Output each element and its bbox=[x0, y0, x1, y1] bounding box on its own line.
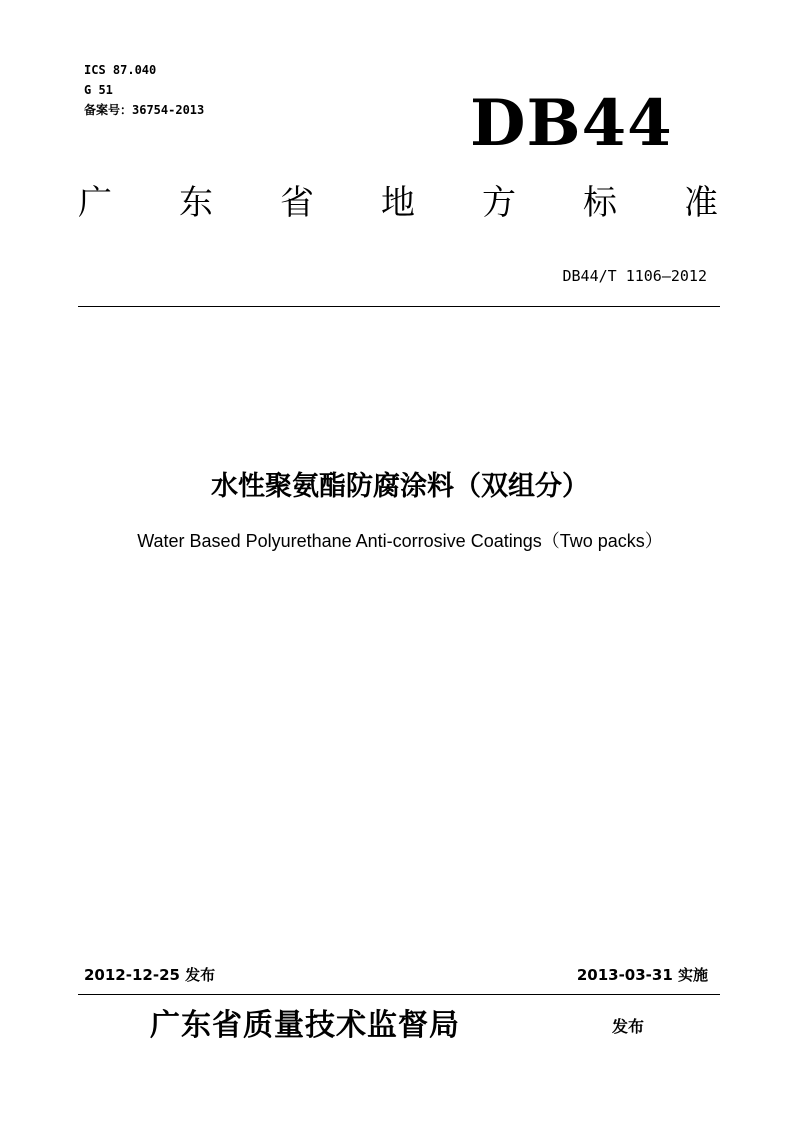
standard-type-char: 省 bbox=[280, 183, 314, 223]
classification-code: G 51 bbox=[84, 83, 113, 97]
bottom-divider bbox=[78, 994, 720, 995]
standard-type-title bbox=[78, 178, 718, 234]
standard-type-char: 东 bbox=[179, 183, 213, 223]
standard-code: DB44/T 1106—2012 bbox=[562, 267, 707, 285]
standard-type-char: 地 bbox=[381, 183, 415, 223]
standard-type-char: 标 bbox=[583, 183, 617, 223]
issue-action-label: 发布 bbox=[612, 1017, 645, 1036]
standard-type-char: 方 bbox=[482, 183, 516, 223]
document-title-english: Water Based Polyurethane Anti-corrosive Coatings（Two packs） bbox=[137, 531, 663, 551]
implementation-date: 2013-03-31 实施 bbox=[576, 966, 708, 984]
ics-code: ICS 87.040 bbox=[84, 63, 157, 77]
issuing-authority: 广东省质量技术监督局 bbox=[150, 1008, 460, 1043]
standard-mark: DB44 bbox=[470, 86, 673, 161]
publish-date: 2012-12-25 发布 bbox=[84, 966, 216, 984]
standard-type-char: 准 bbox=[684, 183, 718, 223]
document-title-chinese: 水性聚氨酯防腐涂料（双组分） bbox=[211, 471, 589, 502]
record-number: 备案号：36754-2013 bbox=[84, 103, 205, 117]
standard-type-char: 广 bbox=[78, 183, 112, 223]
top-divider bbox=[78, 306, 720, 307]
